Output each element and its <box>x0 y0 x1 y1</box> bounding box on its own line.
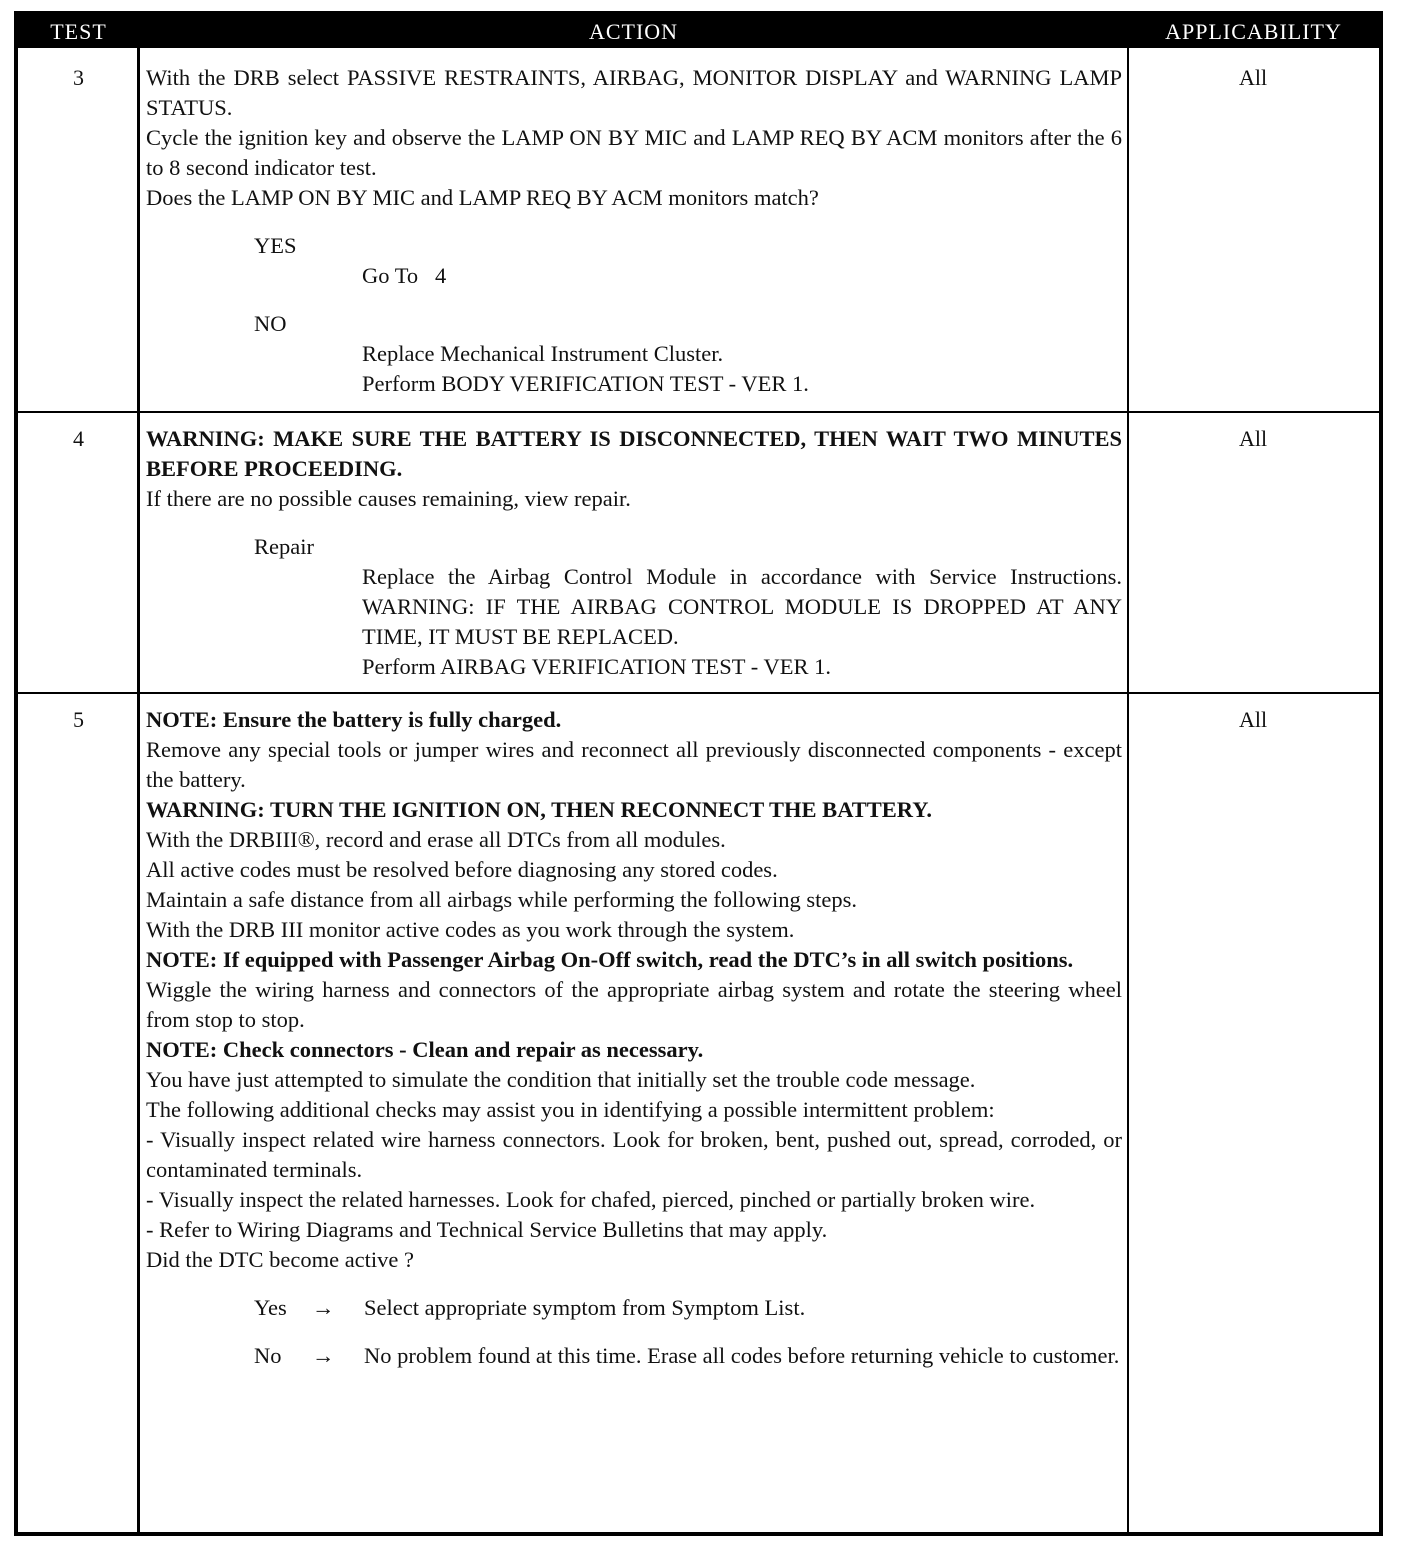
header-action: ACTION <box>139 15 1128 48</box>
test-number-5: 5 <box>73 707 84 732</box>
diagnostic-test-table <box>14 11 1383 1536</box>
arrow-right-icon: → <box>312 1295 335 1320</box>
step-text: With the DRB select PASSIVE RESTRAINTS, AIRBAG, MONITOR DISPLAY and WARNING LAMP STATUS. <box>146 65 1122 120</box>
answer-yes-label: YES <box>254 233 297 258</box>
answer-yes-row <box>254 1293 1122 1323</box>
repair-action: Perform AIRBAG VERIFICATION TEST - VER 1. <box>362 654 831 679</box>
step-text: - Visually inspect related wire harness connectors. Look for broken, bent, pushed out, spread, corroded, or contaminated terminals. <box>146 1127 1122 1182</box>
header-test: TEST <box>18 15 139 48</box>
step-question: Did the DTC become active ? <box>146 1247 415 1272</box>
step-question: Does the LAMP ON BY MIC and LAMP REQ BY ACM monitors match? <box>146 185 819 210</box>
step-text: With the DRB III monitor active codes as you work through the system. <box>146 917 795 942</box>
step-text: Maintain a safe distance from all airbags while performing the following steps. <box>146 887 858 912</box>
test-number-3: 3 <box>73 65 84 90</box>
step-text: Remove any special tools or jumper wires and reconnect all previously disconnected components - except the battery. <box>146 737 1122 792</box>
row-divider-3-4 <box>18 411 1379 413</box>
row-divider-4-5 <box>18 692 1379 694</box>
repair-action: Replace the Airbag Control Module in accordance with Service Instructions. WARNING: IF THE AIRBAG CONTROL MODULE IS DROPPED AT ANY TIME, IT MUST BE REPLACED. <box>362 564 1122 649</box>
warning-text: WARNING: TURN THE IGNITION ON, THEN RECONNECT THE BATTERY. <box>146 797 933 822</box>
step-text: All active codes must be resolved before diagnosing any stored codes. <box>146 857 778 882</box>
column-divider-test <box>137 15 140 1532</box>
step-text: - Refer to Wiring Diagrams and Technical Service Bulletins that may apply. <box>146 1217 828 1242</box>
step-text: You have just attempted to simulate the condition that initially set the trouble code message. <box>146 1067 976 1092</box>
arrow-right-icon: → <box>312 1343 335 1368</box>
answer-no-label: No <box>254 1343 282 1368</box>
applicability-3: All <box>1238 65 1268 90</box>
answer-no-label: NO <box>254 311 287 336</box>
applicability-4: All <box>1238 426 1268 451</box>
answer-yes-action: Go To 4 <box>362 263 447 288</box>
answer-yes-label: Yes <box>254 1295 287 1320</box>
answer-no-row <box>254 1341 1122 1371</box>
column-divider-applicability <box>1127 15 1129 1532</box>
repair-label: Repair <box>254 534 314 559</box>
header-applicability: APPLICABILITY <box>1128 15 1379 48</box>
step-text: - Visually inspect the related harnesses. Look for chafed, pierced, pinched or partially broken wire. <box>146 1187 1036 1212</box>
step-text: Wiggle the wiring harness and connectors of the appropriate airbag system and rotate the steering wheel from stop to stop. <box>146 977 1122 1032</box>
answer-no-action: Replace Mechanical Instrument Cluster. <box>362 341 724 366</box>
action-cell-4 <box>146 424 1122 682</box>
answer-yes-action: Select appropriate symptom from Symptom List. <box>364 1295 806 1320</box>
answer-no-action: Perform BODY VERIFICATION TEST - VER 1. <box>362 371 809 396</box>
applicability-5: All <box>1238 707 1268 732</box>
note-text: NOTE: Ensure the battery is fully charged. <box>146 707 562 732</box>
note-text: NOTE: Check connectors - Clean and repair as necessary. <box>146 1037 704 1062</box>
step-text: The following additional checks may assist you in identifying a possible intermittent problem: <box>146 1097 995 1122</box>
action-cell-3 <box>146 63 1122 399</box>
warning-text: WARNING: MAKE SURE THE BATTERY IS DISCONNECTED, THEN WAIT TWO MINUTES BEFORE PROCEEDING. <box>146 426 1122 481</box>
step-text: If there are no possible causes remaining, view repair. <box>146 486 631 511</box>
answer-no-action: No problem found at this time. Erase all codes before returning vehicle to customer. <box>364 1343 1120 1368</box>
note-text: NOTE: If equipped with Passenger Airbag On-Off switch, read the DTC’s in all switch positions. <box>146 947 1074 972</box>
step-text: Cycle the ignition key and observe the LAMP ON BY MIC and LAMP REQ BY ACM monitors after the 6 to 8 second indicator test. <box>146 125 1122 180</box>
test-number-4: 4 <box>73 426 84 451</box>
step-text: With the DRBIII®, record and erase all DTCs from all modules. <box>146 827 726 852</box>
action-cell-5 <box>146 705 1122 1371</box>
